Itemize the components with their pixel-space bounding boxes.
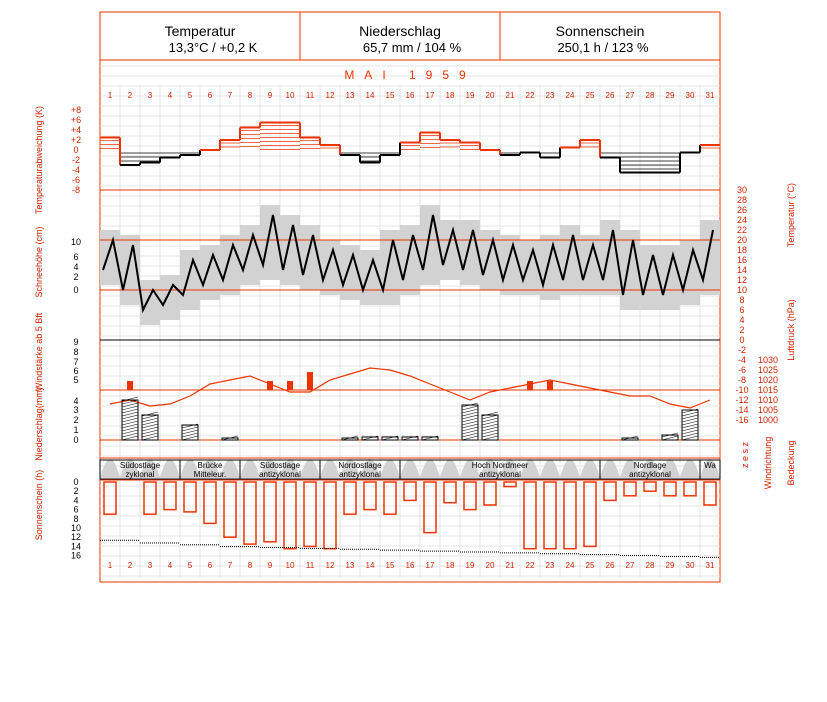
day-label-top: 16 bbox=[405, 91, 415, 100]
anomaly-tick: +6 bbox=[70, 115, 82, 125]
sunshine-bar bbox=[244, 482, 256, 544]
day-label-bottom: 19 bbox=[465, 561, 475, 570]
day-label-top: 19 bbox=[465, 91, 475, 100]
sunshine-bar bbox=[404, 482, 416, 500]
sunshine-tick: 10 bbox=[70, 523, 82, 533]
cloud-cover-hump bbox=[300, 459, 320, 478]
day-label-bottom: 24 bbox=[565, 561, 575, 570]
axis-label-temp-anomaly: Temperaturabweichung (K) bbox=[34, 105, 44, 215]
temperature-band bbox=[220, 235, 240, 295]
temperature-tick: 14 bbox=[736, 265, 748, 275]
temperature-band bbox=[640, 245, 660, 310]
sunshine-bar bbox=[544, 482, 556, 549]
cloud-cover-hump bbox=[600, 459, 620, 478]
weather-type-name: Südostlage bbox=[119, 461, 161, 470]
sunshine-bar bbox=[324, 482, 336, 549]
day-label-bottom: 16 bbox=[405, 561, 415, 570]
sunshine-bar bbox=[264, 482, 276, 542]
anomaly-bar bbox=[440, 140, 460, 150]
sunshine-bar bbox=[384, 482, 396, 514]
sunshine-tick: 6 bbox=[73, 504, 79, 515]
cloud-cover-hump bbox=[100, 459, 120, 478]
anomaly-bar bbox=[220, 140, 240, 150]
day-label-top: 18 bbox=[445, 91, 455, 100]
cloud-cover-hump bbox=[420, 459, 440, 478]
month-label: MAI 1959 bbox=[344, 68, 476, 82]
wind-tick: 5 bbox=[73, 375, 79, 385]
anomaly-bar bbox=[120, 150, 140, 165]
weather-type-subtitle: zyklonal bbox=[125, 470, 155, 479]
precip-tick: 4 bbox=[73, 396, 79, 406]
wind-bar bbox=[547, 381, 553, 390]
sunshine-bar bbox=[444, 482, 456, 503]
day-label-top: 13 bbox=[345, 91, 355, 100]
temperature-band bbox=[200, 245, 220, 300]
wind-bar bbox=[287, 381, 293, 390]
anomaly-tick: +4 bbox=[70, 125, 82, 135]
snow-tick: 0 bbox=[73, 285, 79, 295]
day-label-bottom: 23 bbox=[545, 561, 555, 570]
temperature-tick: 10 bbox=[736, 285, 748, 295]
pressure-tick: 1000 bbox=[757, 415, 779, 425]
day-label-top: 30 bbox=[685, 91, 695, 100]
day-label-bottom: 7 bbox=[227, 561, 233, 570]
cloud-cover-hump bbox=[240, 459, 260, 478]
wind-direction-letters: z e s z bbox=[740, 441, 750, 469]
cloud-cover-hump bbox=[440, 459, 460, 478]
pressure-tick: 1030 bbox=[757, 355, 779, 365]
day-label-bottom: 21 bbox=[505, 561, 515, 570]
day-label-bottom: 9 bbox=[267, 561, 273, 570]
temperature-band bbox=[160, 275, 180, 320]
day-label-top: 27 bbox=[625, 91, 635, 100]
temperature-band bbox=[660, 245, 680, 310]
day-label-bottom: 18 bbox=[445, 561, 455, 570]
temperature-tick: 18 bbox=[736, 245, 748, 255]
cloud-cover-hump bbox=[380, 459, 400, 478]
day-label-top: 28 bbox=[645, 91, 655, 100]
temperature-tick: -12 bbox=[735, 395, 749, 405]
day-label-top: 10 bbox=[285, 91, 295, 100]
sunshine-tick: 16 bbox=[70, 550, 82, 561]
day-label-bottom: 22 bbox=[525, 561, 535, 570]
temperature-tick: 20 bbox=[736, 235, 748, 245]
precip-tick: 2 bbox=[73, 415, 79, 425]
day-label-top: 7 bbox=[227, 91, 233, 100]
sunshine-bar bbox=[424, 482, 436, 533]
sunshine-bar bbox=[144, 482, 156, 514]
weather-type-subtitle: antizyklonal bbox=[339, 470, 381, 479]
temperature-tick: 6 bbox=[739, 305, 745, 315]
weather-type-name: Wa bbox=[704, 461, 716, 470]
wind-bar bbox=[527, 381, 533, 390]
day-label-bottom: 28 bbox=[645, 561, 655, 570]
sunshine-bar bbox=[704, 482, 716, 505]
sunshine-bar bbox=[284, 482, 296, 549]
sunshine-tick: 12 bbox=[70, 532, 82, 543]
temperature-tick: -10 bbox=[735, 385, 749, 395]
wind-bar bbox=[267, 381, 273, 390]
day-label-top: 25 bbox=[585, 91, 595, 100]
wind-bar bbox=[307, 372, 313, 390]
day-label-top: 3 bbox=[147, 91, 153, 100]
day-label-bottom: 31 bbox=[705, 561, 715, 570]
sunshine-bar bbox=[584, 482, 596, 546]
day-label-top: 31 bbox=[705, 91, 715, 100]
weather-type-subtitle: Mitteleur. bbox=[193, 470, 227, 479]
temperature-tick: 2 bbox=[739, 325, 745, 335]
anomaly-bar bbox=[580, 140, 600, 150]
weather-type-name: Südostlage bbox=[259, 461, 301, 470]
weather-type-name: Brücke bbox=[197, 461, 223, 470]
day-label-top: 17 bbox=[425, 91, 435, 100]
weather-type-name: Nordlage bbox=[633, 461, 667, 470]
day-label-bottom: 10 bbox=[285, 561, 295, 570]
day-label-top: 5 bbox=[187, 91, 193, 100]
pressure-tick: 1015 bbox=[757, 385, 779, 395]
day-label-bottom: 5 bbox=[187, 561, 193, 570]
wind-tick: 8 bbox=[73, 347, 79, 357]
sunshine-bar bbox=[224, 482, 236, 537]
day-label-top: 14 bbox=[365, 91, 375, 100]
wind-tick: 6 bbox=[73, 366, 79, 376]
grid-lines bbox=[100, 60, 720, 582]
anomaly-tick: 0 bbox=[73, 145, 79, 155]
snow-tick: 4 bbox=[73, 262, 79, 272]
temperature-tick: 0 bbox=[739, 335, 745, 345]
day-label-bottom: 1 bbox=[107, 561, 113, 570]
temperature-band bbox=[380, 230, 400, 305]
cloud-cover-hump bbox=[540, 459, 560, 478]
day-label-bottom: 2 bbox=[127, 561, 133, 570]
weather-type-subtitle: antizyklonal bbox=[629, 470, 671, 479]
temperature-tick: -8 bbox=[737, 375, 747, 385]
day-label-bottom: 4 bbox=[167, 561, 173, 570]
precip-title: Niederschlag bbox=[359, 23, 441, 39]
axis-label-wind: Windstärke ab 5 Bft bbox=[34, 312, 44, 392]
day-label-top: 23 bbox=[545, 91, 555, 100]
axis-label-wind-direction: Windrichtung bbox=[763, 436, 773, 490]
sun-value: 250,1 h / 123 % bbox=[557, 40, 649, 55]
temperature-band bbox=[620, 230, 640, 310]
day-label-bottom: 17 bbox=[425, 561, 435, 570]
sunshine-bar bbox=[204, 482, 216, 523]
day-label-top: 6 bbox=[207, 91, 213, 100]
sunshine-bar bbox=[684, 482, 696, 496]
day-label-bottom: 11 bbox=[305, 561, 315, 570]
cloud-cover-hump bbox=[160, 459, 180, 478]
snow-tick: 2 bbox=[73, 272, 79, 282]
cloud-cover-hump bbox=[580, 459, 600, 478]
axis-label-temperature: Temperatur (°C) bbox=[786, 182, 796, 248]
day-label-bottom: 30 bbox=[685, 561, 695, 570]
axis-label-snow: Schneehöhe (cm) bbox=[34, 226, 44, 298]
sunshine-bar bbox=[504, 482, 516, 487]
day-label-top: 26 bbox=[605, 91, 615, 100]
anomaly-tick: -6 bbox=[71, 175, 81, 185]
day-label-bottom: 13 bbox=[345, 561, 355, 570]
sunshine-bar bbox=[564, 482, 576, 549]
temperature-tick: 28 bbox=[736, 195, 748, 205]
temperature-tick: -4 bbox=[737, 355, 747, 365]
anomaly-tick: +8 bbox=[70, 105, 82, 115]
day-label-top: 24 bbox=[565, 91, 575, 100]
snow-tick: 10 bbox=[70, 237, 82, 247]
sunshine-bar bbox=[484, 482, 496, 505]
day-label-bottom: 15 bbox=[385, 561, 395, 570]
temperature-band bbox=[680, 240, 700, 305]
temp-title: Temperatur bbox=[164, 23, 236, 39]
pressure-tick: 1005 bbox=[757, 405, 779, 415]
day-label-top: 4 bbox=[167, 91, 173, 100]
precip-tick: 1 bbox=[73, 425, 79, 435]
day-label-top: 1 bbox=[107, 91, 113, 100]
temperature-band bbox=[360, 250, 380, 305]
temperature-band bbox=[700, 220, 720, 295]
day-label-top: 29 bbox=[665, 91, 675, 100]
day-label-bottom: 6 bbox=[207, 561, 213, 570]
weather-type-name: Nordostlage bbox=[338, 461, 382, 470]
day-label-top: 22 bbox=[525, 91, 535, 100]
temperature-tick: 24 bbox=[736, 215, 748, 225]
temperature-band bbox=[500, 235, 520, 295]
pressure-tick: 1025 bbox=[757, 365, 779, 375]
day-label-top: 2 bbox=[127, 91, 133, 100]
temperature-tick: 16 bbox=[736, 255, 748, 265]
wind-tick: 7 bbox=[73, 357, 79, 367]
temperature-tick: -2 bbox=[737, 345, 747, 355]
day-label-bottom: 25 bbox=[585, 561, 595, 570]
anomaly-tick: -8 bbox=[71, 185, 81, 195]
axis-label-cloud-cover: Bedeckung bbox=[786, 440, 796, 486]
day-label-bottom: 12 bbox=[325, 561, 335, 570]
sunshine-bar bbox=[624, 482, 636, 496]
sunshine-tick: 14 bbox=[70, 541, 82, 552]
temperature-tick: 12 bbox=[736, 275, 748, 285]
wind-bar bbox=[127, 381, 133, 390]
day-label-top: 9 bbox=[267, 91, 273, 100]
day-label-top: 20 bbox=[485, 91, 495, 100]
temp-value: 13,3°C / +0,2 K bbox=[168, 40, 258, 55]
sun-title: Sonnenschein bbox=[555, 23, 645, 39]
day-label-bottom: 29 bbox=[665, 561, 675, 570]
day-label-top: 15 bbox=[385, 91, 395, 100]
temperature-tick: 8 bbox=[739, 295, 745, 305]
cloud-cover-hump bbox=[400, 459, 420, 478]
axis-label-precip: Niederschlag(mm) bbox=[34, 387, 44, 461]
day-label-bottom: 26 bbox=[605, 561, 615, 570]
sunshine-bar bbox=[344, 482, 356, 514]
weather-type-subtitle: antizyklonal bbox=[479, 470, 521, 479]
temperature-tick: -6 bbox=[737, 365, 747, 375]
anomaly-tick: -2 bbox=[71, 155, 81, 165]
day-label-top: 11 bbox=[305, 91, 315, 100]
temperature-tick: 26 bbox=[736, 205, 748, 215]
sunshine-tick: 8 bbox=[73, 513, 79, 524]
day-label-top: 12 bbox=[325, 91, 335, 100]
sunshine-bar bbox=[644, 482, 656, 491]
temperature-tick: 22 bbox=[736, 225, 748, 235]
day-label-bottom: 20 bbox=[485, 561, 495, 570]
temperature-band bbox=[140, 280, 160, 325]
anomaly-tick: -4 bbox=[71, 165, 81, 175]
sunshine-tick: 4 bbox=[73, 495, 79, 506]
anomaly-tick: +2 bbox=[70, 135, 82, 145]
wind-tick: 9 bbox=[73, 337, 79, 347]
temperature-band bbox=[420, 205, 440, 285]
sunshine-bar bbox=[604, 482, 616, 500]
day-label-bottom: 8 bbox=[247, 561, 253, 570]
day-label-bottom: 3 bbox=[147, 561, 153, 570]
sunshine-bar bbox=[664, 482, 676, 496]
sunshine-bar bbox=[104, 482, 116, 514]
cloud-cover-hump bbox=[560, 459, 580, 478]
pressure-tick: 1020 bbox=[757, 375, 779, 385]
temperature-band bbox=[560, 225, 580, 295]
sunshine-bar bbox=[304, 482, 316, 546]
precip-tick: 0 bbox=[73, 435, 79, 445]
sunshine-tick: 0 bbox=[73, 477, 79, 487]
snow-tick: 6 bbox=[73, 252, 79, 262]
temperature-band bbox=[180, 250, 200, 310]
chart-frame bbox=[100, 60, 720, 582]
temperature-tick: -16 bbox=[735, 415, 749, 425]
temperature-tick: 4 bbox=[739, 315, 745, 325]
precip-tick: 3 bbox=[73, 405, 79, 415]
weather-type-name: Hoch Nordmeer bbox=[471, 461, 529, 470]
pressure-tick: 1010 bbox=[757, 395, 779, 405]
axis-label-pressure: Luftdruck (hPa) bbox=[786, 299, 796, 361]
temperature-tick: -14 bbox=[735, 405, 749, 415]
day-label-top: 8 bbox=[247, 91, 253, 100]
temperature-band bbox=[400, 225, 420, 295]
temperature-band bbox=[240, 225, 260, 285]
sunshine-tick: 2 bbox=[73, 486, 79, 497]
day-label-bottom: 27 bbox=[625, 561, 635, 570]
cloud-cover-hump bbox=[320, 459, 340, 478]
precip-value: 65,7 mm / 104 % bbox=[362, 40, 462, 55]
day-label-top: 21 bbox=[505, 91, 515, 100]
weather-type-subtitle: antizyklonal bbox=[259, 470, 301, 479]
day-label-bottom: 14 bbox=[365, 561, 375, 570]
sunshine-bar bbox=[524, 482, 536, 549]
temperature-band bbox=[580, 235, 600, 295]
axis-label-sunshine: Sonnenschein (h) bbox=[34, 469, 44, 541]
temperature-tick: 30 bbox=[736, 185, 748, 195]
cloud-cover-hump bbox=[680, 459, 700, 478]
